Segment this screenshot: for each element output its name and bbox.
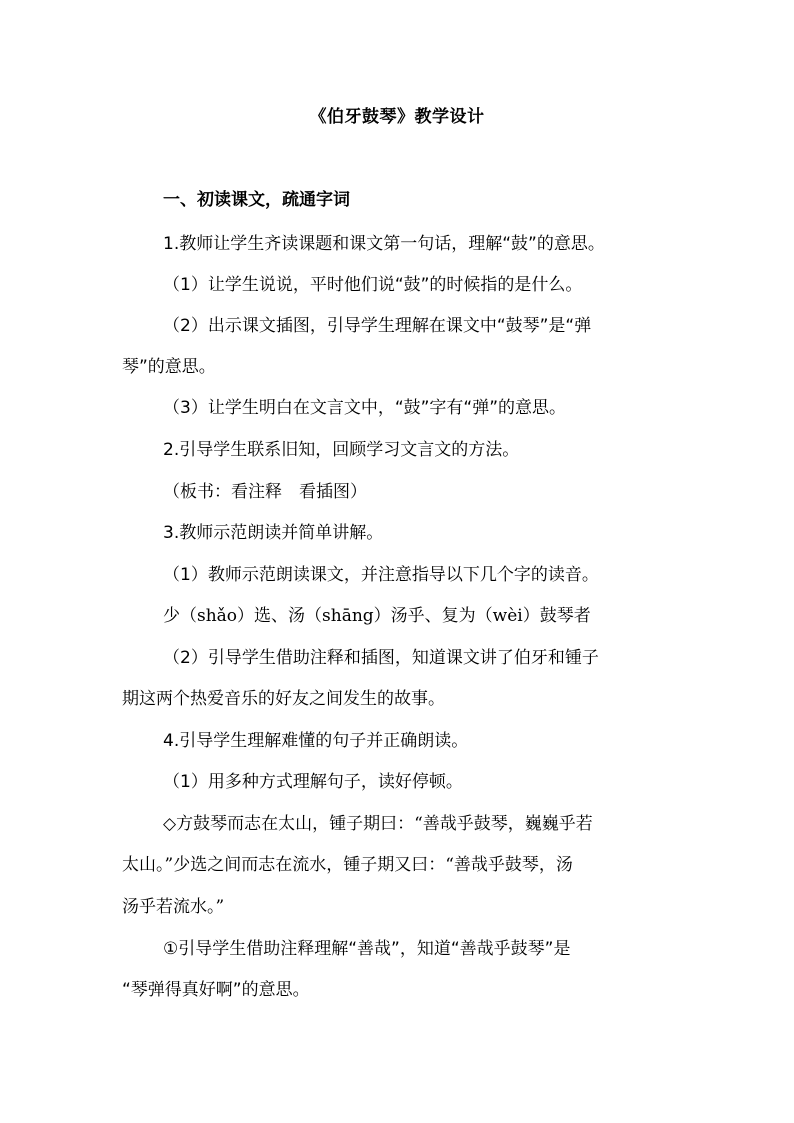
quote-line-2: 太山。”少选之间而志在流水，锺子期又曰：“善哉乎鼓琴，汤 [122, 855, 573, 875]
pronunciation-line: 少（shǎo）选、汤（shāng）汤乎、复为（wèi）鼓琴者 [163, 606, 591, 626]
paragraph-3-item-1: （1）教师示范朗读课文，并注意指导以下几个字的读音。 [163, 565, 599, 585]
quote-line-1: ◇方鼓琴而志在太山，锺子期曰：“善哉乎鼓琴，巍巍乎若 [163, 814, 593, 834]
section-heading-1: 一、初读课文，疏通字词 [163, 190, 350, 210]
paragraph-4-note-line-1: ①引导学生借助注释理解“善哉”，知道“善哉乎鼓琴”是 [163, 939, 571, 959]
paragraph-1: 1.教师让学生齐读课题和课文第一句话，理解“鼓”的意思。 [163, 234, 605, 254]
paragraph-4-note-line-2: “琴弹得真好啊”的意思。 [122, 980, 310, 1000]
paragraph-1-item-1: （1）让学生说说，平时他们说“鼓”的时候指的是什么。 [163, 275, 583, 295]
paragraph-2-board-note: （板书：看注释 看插图） [163, 482, 367, 502]
paragraph-2: 2.引导学生联系旧知，回顾学习文言文的方法。 [163, 440, 520, 460]
paragraph-1-item-2-line-1: （2）出示课文插图，引导学生理解在课文中“鼓琴”是“弹 [163, 316, 592, 336]
paragraph-4-item-1: （1）用多种方式理解句子，读好停顿。 [163, 772, 463, 792]
paragraph-1-item-2-line-2: 琴”的意思。 [122, 357, 216, 377]
page-title: 《伯牙鼓琴》教学设计 [309, 107, 485, 127]
paragraph-3-item-2-line-2: 期这两个热爱音乐的好友之间发生的故事。 [122, 689, 445, 709]
paragraph-3-item-2-line-1: （2）引导学生借助注释和插图，知道课文讲了伯牙和锺子 [163, 648, 599, 668]
paragraph-4: 4.引导学生理解难懂的句子并正确朗读。 [163, 731, 469, 751]
paragraph-1-item-3: （3）让学生明白在文言文中，“鼓”字有“弹”的意思。 [163, 398, 567, 418]
paragraph-3: 3.教师示范朗读并简单讲解。 [163, 523, 384, 543]
quote-line-3: 汤乎若流水。” [122, 897, 225, 917]
